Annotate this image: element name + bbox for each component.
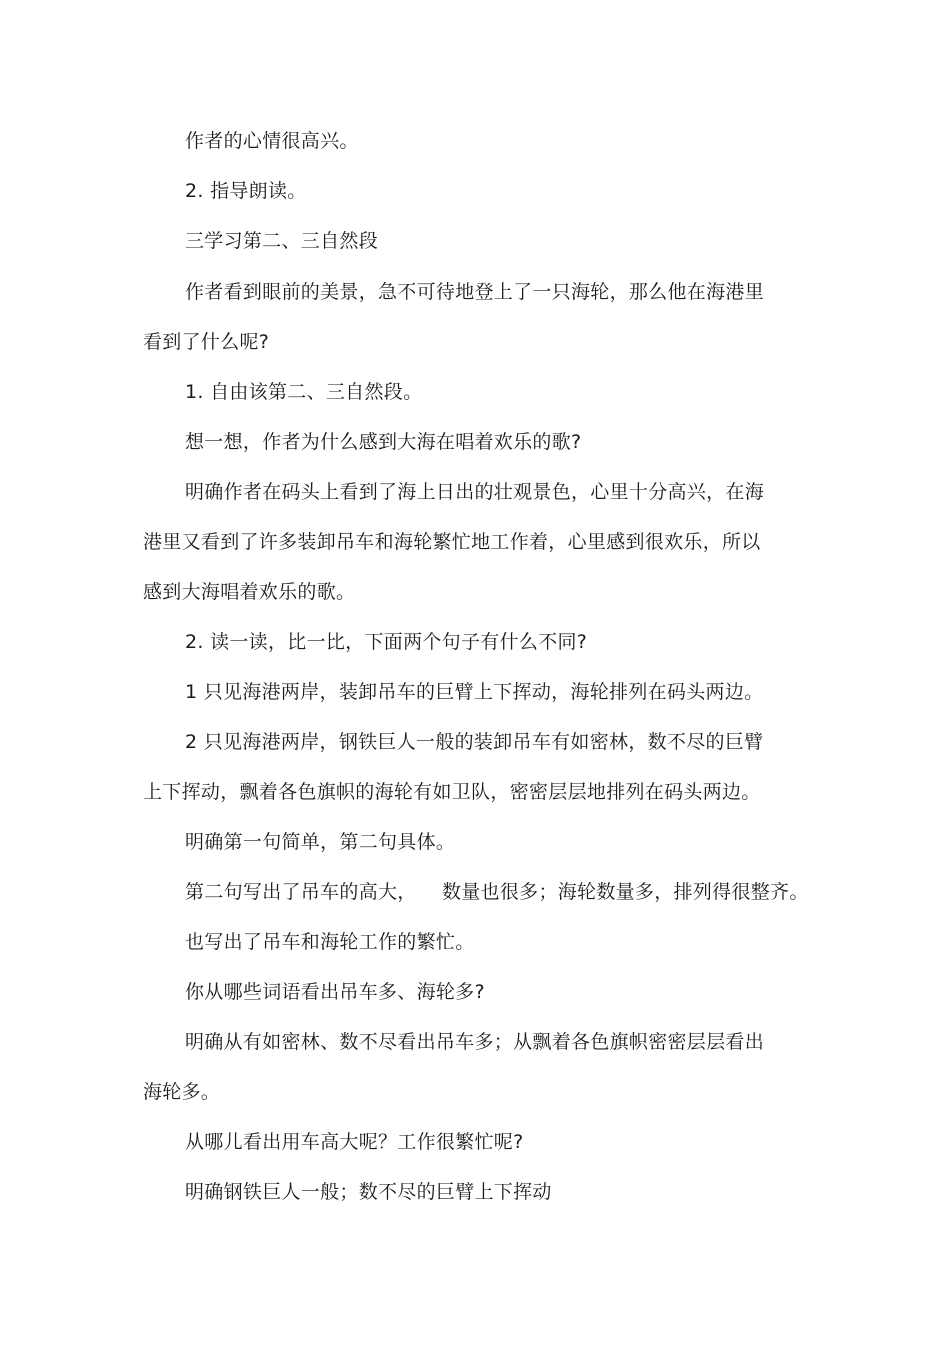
text-line-3: 三学习第二、三自然段 (185, 230, 379, 252)
text-line-12: 1 只见海港两岸，装卸吊车的巨臂上下挥动，海轮排列在码头两边。 (185, 681, 764, 703)
text-line-16: 第二句写出了吊车的高大， 数量也很多；海轮数量多，排列得很整齐。 (185, 881, 809, 903)
text-line-18: 你从哪些词语看出吊车多、海轮多? (185, 981, 485, 1003)
text-line-7: 想一想，作者为什么感到大海在唱着欢乐的歌? (185, 431, 582, 453)
text-line-17: 也写出了吊车和海轮工作的繁忙。 (185, 931, 475, 953)
text-line-5: 看到了什么呢? (143, 331, 270, 353)
text-line-11: 2. 读一读，比一比，下面两个句子有什么不同? (185, 631, 588, 653)
text-line-14: 上下挥动，飘着各色旗帜的海轮有如卫队，密密层层地排列在码头两边。 (143, 781, 761, 803)
text-line-20: 海轮多。 (143, 1081, 221, 1103)
text-line-15: 明确第一句简单，第二句具体。 (185, 831, 456, 853)
text-line-19: 明确从有如密林、数不尽看出吊车多；从飘着各色旗帜密密层层看出 (185, 1031, 765, 1053)
text-line-4: 作者看到眼前的美景，急不可待地登上了一只海轮，那么他在海港里 (185, 281, 765, 303)
text-line-22: 明确钢铁巨人一般；数不尽的巨臂上下挥动 (185, 1181, 552, 1203)
text-line-1: 作者的心情很高兴。 (185, 130, 359, 152)
text-line-9: 港里又看到了许多装卸吊车和海轮繁忙地工作着，心里感到很欢乐，所以 (143, 531, 761, 553)
text-line-10: 感到大海唱着欢乐的歌。 (143, 581, 356, 603)
text-line-8: 明确作者在码头上看到了海上日出的壮观景色，心里十分高兴，在海 (185, 481, 765, 503)
text-line-21: 从哪儿看出用车高大呢？工作很繁忙呢? (185, 1131, 524, 1153)
text-line-6: 1. 自由该第二、三自然段。 (185, 381, 423, 403)
text-line-2: 2. 指导朗读。 (185, 180, 307, 202)
text-line-13: 2 只见海港两岸，钢铁巨人一般的装卸吊车有如密林，数不尽的巨臂 (185, 731, 764, 753)
